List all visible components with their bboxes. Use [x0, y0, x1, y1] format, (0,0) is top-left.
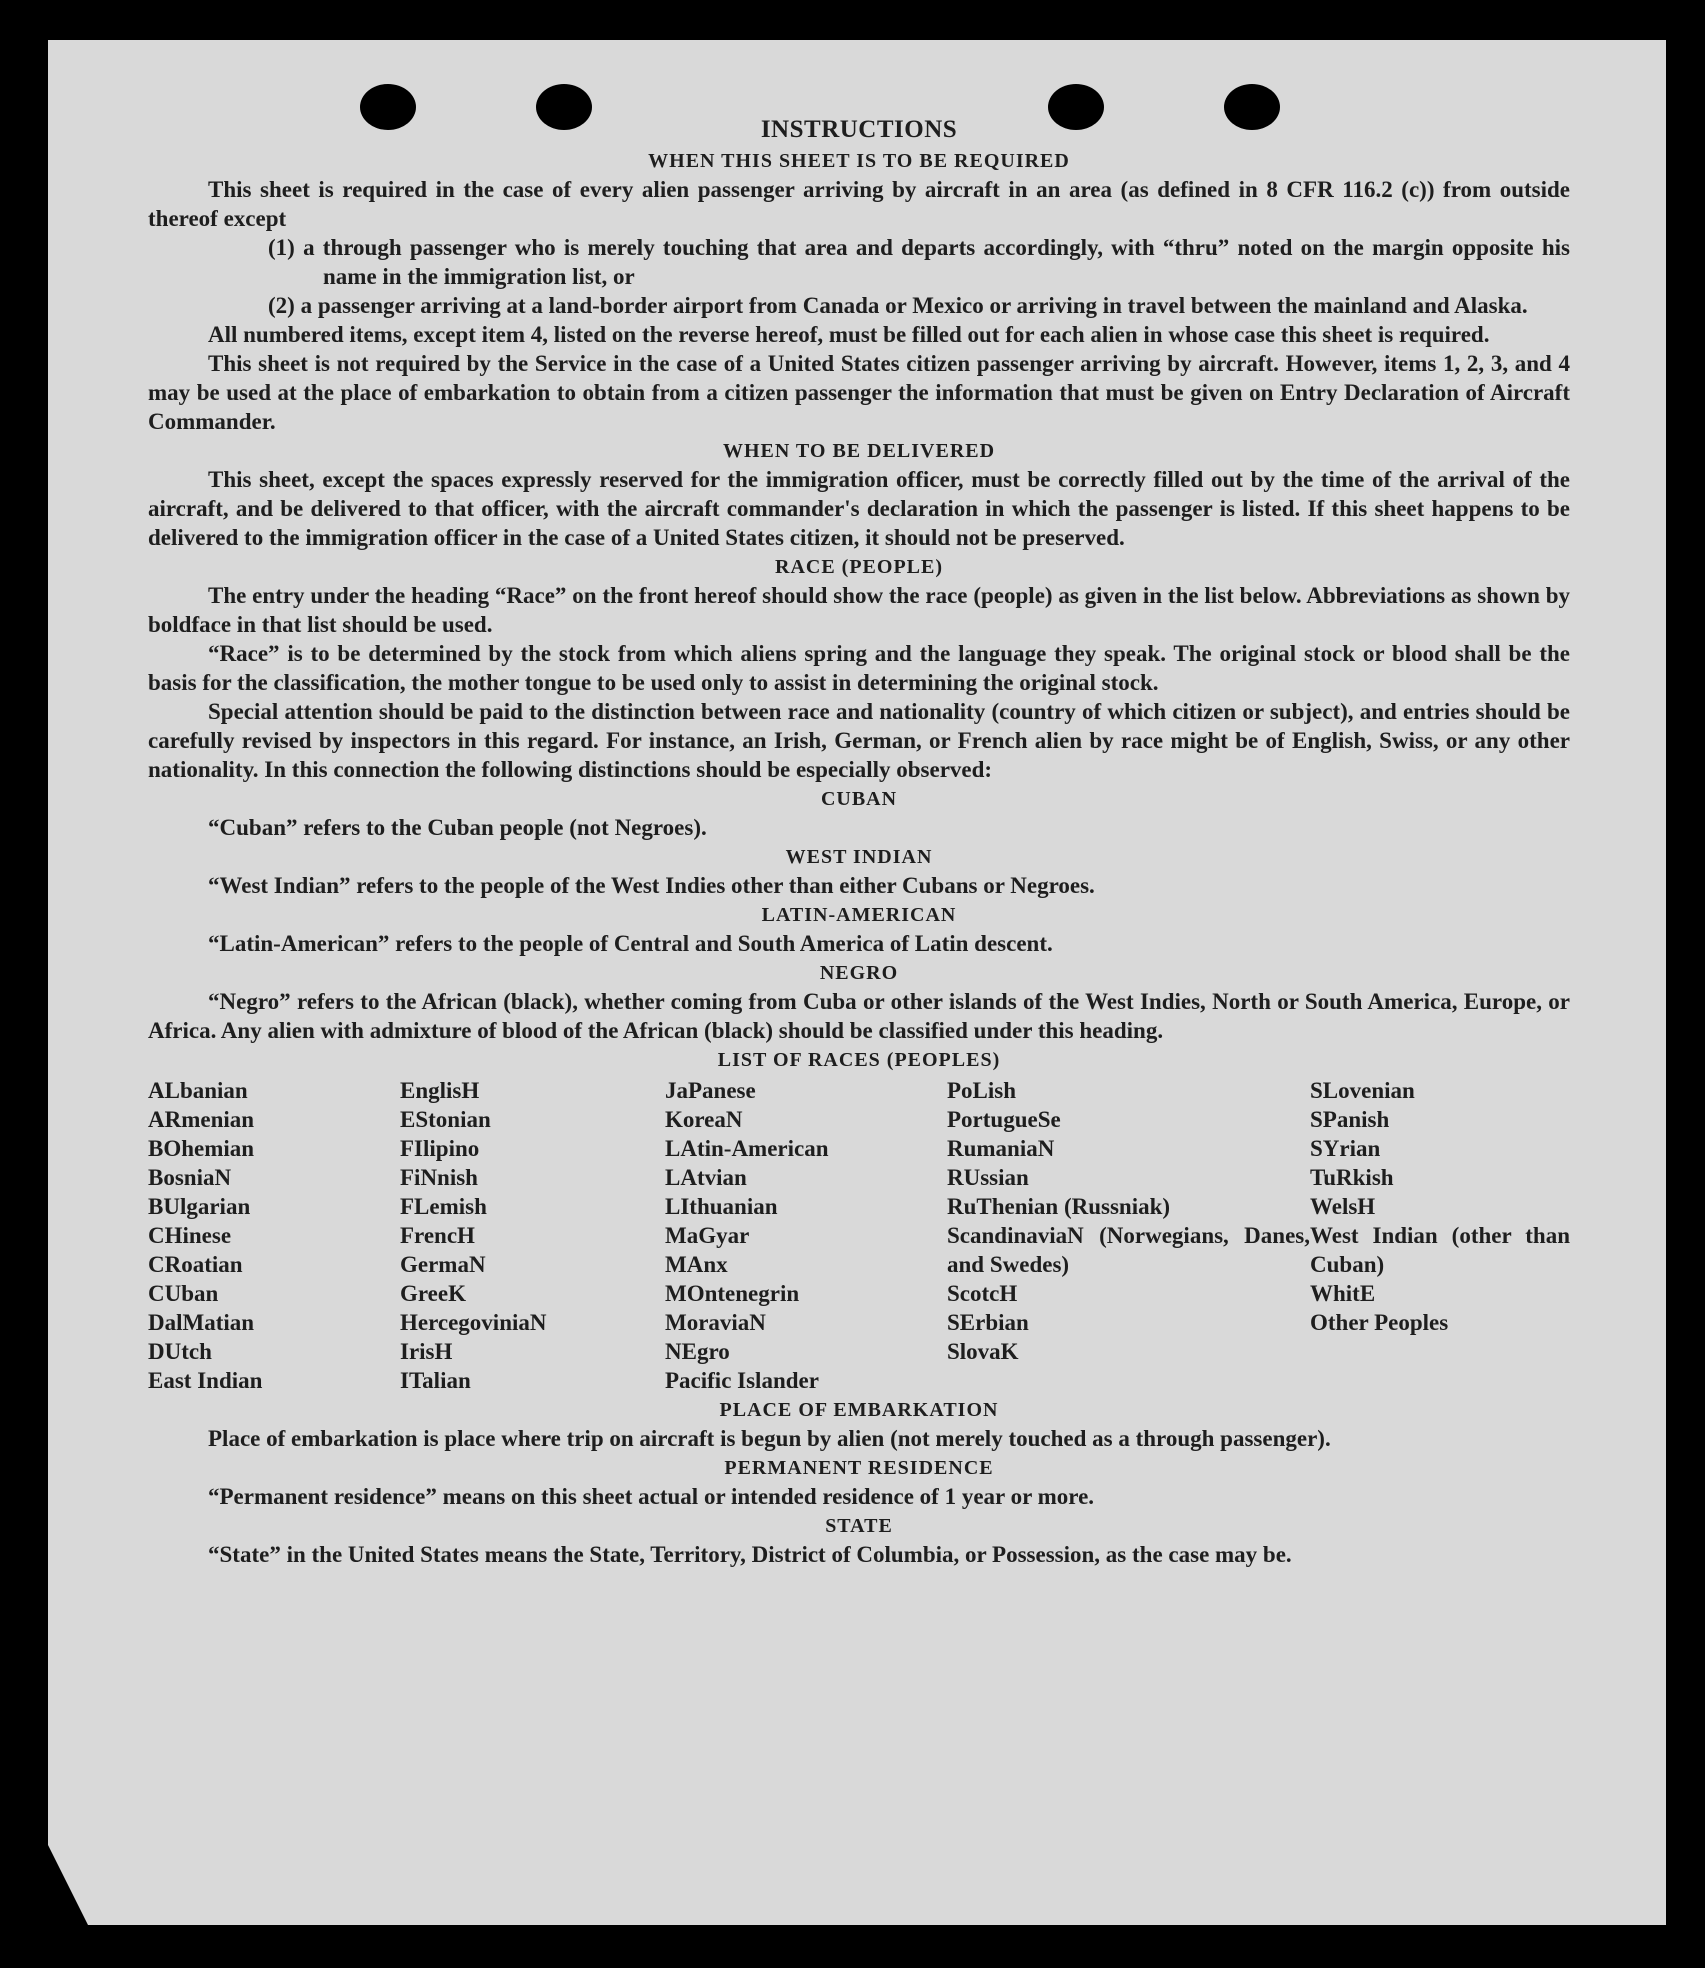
race-item: Pacific Islander	[665, 1368, 819, 1393]
item-text: a passenger arriving at a land-border airport from Canada or Mexico or arriving in travel between the mainland and Alaska.	[300, 293, 1528, 318]
item-text: a through passenger who is merely touching that area and departs accordingly, with “thru” noted on the margin opposite his name in the immigration list, or	[303, 235, 1570, 289]
race-item: LAtvian	[665, 1165, 747, 1190]
section-heading-west-indian: WEST INDIAN	[785, 846, 933, 868]
race-item: SLovenian	[1310, 1078, 1415, 1103]
race-item: DUtch	[148, 1339, 212, 1364]
race-item: ALbanian	[148, 1078, 248, 1103]
race-group	[1310, 1076, 1570, 1221]
race-column	[665, 1076, 947, 1395]
race-item: EStonian	[400, 1107, 491, 1132]
race-item: BOhemian	[148, 1136, 255, 1161]
race-item: ScotcH	[947, 1281, 1018, 1306]
document-page	[48, 40, 1666, 1925]
race-item: KoreaN	[665, 1107, 743, 1132]
section-heading-cuban: CUBAN	[820, 788, 898, 810]
race-item: NEgro	[665, 1339, 730, 1364]
section-heading-delivered: WHEN TO BE DELIVERED	[722, 440, 996, 462]
race-item: East Indian	[148, 1368, 263, 1393]
race-item: RUssian	[947, 1165, 1029, 1190]
list-item	[268, 291, 1570, 320]
race-item: EnglisH	[400, 1078, 480, 1103]
paragraph: “State” in the United States means the State, Territory, District of Columbia, or Possession, as the case may be.	[208, 1542, 1292, 1567]
paragraph: Place of embarkation is place where trip on aircraft is begun by alien (not merely touched as a through passenger).	[208, 1426, 1331, 1451]
race-group	[947, 1279, 1310, 1366]
race-item: MOntenegrin	[665, 1281, 800, 1306]
race-item: MaGyar	[665, 1223, 750, 1248]
race-column	[1310, 1076, 1570, 1395]
race-item: SPanish	[1310, 1107, 1390, 1132]
paragraph: This sheet is not required by the Service in the case of a United States citizen passenger arriving by aircraft. However, items 1, 2, 3, and 4 may be used at the place of embarkation to obtain from a citizen passenger the information that must be given on Entry Declaration of Aircraft Commander.	[148, 351, 1570, 434]
race-item: RumaniaN	[947, 1136, 1055, 1161]
section-heading-residence: PERMANENT RESIDENCE	[724, 1457, 994, 1479]
paragraph: Special attention should be paid to the distinction between race and nationality (country of which citizen or subject), and entries should be carefully revised by inspectors in this regard. For instance, an Irish, German, or French alien by race might be of English, Swiss, or any other nationality. In this connection the following distinctions should be especially observed:	[148, 699, 1570, 782]
race-item: BosniaN	[148, 1165, 232, 1190]
paragraph: The entry under the heading “Race” on the front hereof should show the race (people) as given in the list below. Abbreviations as shown by boldface in that list should be used.	[148, 583, 1570, 637]
instructions-body	[148, 114, 1570, 1569]
item-number: (1)	[268, 235, 295, 260]
race-group	[947, 1076, 1310, 1221]
race-item: ITalian	[400, 1368, 471, 1393]
torn-corner	[48, 1845, 88, 1925]
paragraph: All numbered items, except item 4, listed on the reverse hereof, must be filled out for each alien in whose case this sheet is required.	[208, 322, 1490, 347]
race-item: CUban	[148, 1281, 219, 1306]
section-heading-embarkation: PLACE OF EMBARKATION	[719, 1399, 999, 1421]
section-heading-latin-american: LATIN-AMERICAN	[761, 904, 957, 926]
race-column	[947, 1076, 1310, 1395]
paragraph: “Race” is to be determined by the stock from which aliens spring and the language they speak. The original stock or blood shall be the basis for the classification, the mother tongue to be used only to assist in determining the original stock.	[148, 641, 1570, 695]
paragraph: “West Indian” refers to the people of the West Indies other than either Cubans or Negroes.	[208, 873, 1095, 898]
paragraph: “Latin-American” refers to the people of Central and South America of Latin descent.	[208, 931, 1053, 956]
race-item: HercegoviniaN	[400, 1310, 547, 1335]
race-list	[148, 1076, 1570, 1395]
race-group	[1310, 1279, 1570, 1337]
race-item: GermaN	[400, 1252, 486, 1277]
race-item: CHinese	[148, 1223, 232, 1248]
race-item: FLemish	[400, 1194, 487, 1219]
race-item: GreeK	[400, 1281, 466, 1306]
paragraph: “Negro” refers to the African (black), whether coming from Cuba or other islands of the West Indies, North or South America, Europe, or Africa. Any alien with admixture of blood of the African (black) should be classified under this heading.	[148, 989, 1570, 1043]
race-item: ARmenian	[148, 1107, 255, 1132]
race-column	[148, 1076, 400, 1395]
item-number: (2)	[268, 293, 295, 318]
paragraph: This sheet, except the spaces expressly reserved for the immigration officer, must be correctly filled out by the time of the arrival of the aircraft, and be delivered to that officer, with the aircraft commander's declaration in which the passenger is listed. If this sheet happens to be delivered to the immigration officer in the case of a United States citizen, it should not be preserved.	[148, 467, 1570, 550]
race-item: IrisH	[400, 1339, 453, 1364]
race-item: FrencH	[400, 1223, 475, 1248]
race-item: West Indian (other than Cuban)	[1310, 1223, 1570, 1277]
paragraph: “Cuban” refers to the Cuban people (not Negroes).	[208, 815, 707, 840]
section-heading-state: STATE	[825, 1515, 893, 1537]
race-item: TuRkish	[1310, 1165, 1394, 1190]
section-heading-list-of-races: LIST OF RACES (PEOPLES)	[717, 1049, 1001, 1071]
race-item: CRoatian	[148, 1252, 243, 1277]
race-item: PoLish	[947, 1078, 1017, 1103]
race-item: MoraviaN	[665, 1310, 766, 1335]
section-heading-race: RACE (PEOPLE)	[775, 556, 943, 578]
race-item: LAtin-American	[665, 1136, 829, 1161]
race-item: Other Peoples	[1310, 1310, 1449, 1335]
race-item: SErbian	[947, 1310, 1029, 1335]
race-item: FIlipino	[400, 1136, 480, 1161]
race-item: DalMatian	[148, 1310, 255, 1335]
race-item: LIthuanian	[665, 1194, 778, 1219]
race-item: FiNnish	[400, 1165, 478, 1190]
race-item: BUlgarian	[148, 1194, 251, 1219]
race-item: SYrian	[1310, 1136, 1381, 1161]
page-title: INSTRUCTIONS	[760, 116, 958, 143]
race-item: WhitE	[1310, 1281, 1376, 1306]
section-heading-negro: NEGRO	[819, 962, 899, 984]
section-heading-required: WHEN THIS SHEET IS TO BE REQUIRED	[648, 150, 1070, 172]
race-item: JaPanese	[665, 1078, 756, 1103]
race-item: PortugueSe	[947, 1107, 1061, 1132]
race-item: ScandinaviaN (Norwegians, Danes, and Swedes)	[947, 1223, 1310, 1277]
race-column	[400, 1076, 665, 1395]
race-item: SlovaK	[947, 1339, 1019, 1364]
paragraph: This sheet is required in the case of every alien passenger arriving by aircraft in an area (as defined in 8 CFR 116.2 (c)) from outside thereof except	[148, 177, 1570, 231]
race-item: WelsH	[1310, 1194, 1376, 1219]
paragraph: “Permanent residence” means on this sheet actual or intended residence of 1 year or more.	[208, 1484, 1095, 1509]
race-item: MAnx	[665, 1252, 728, 1277]
list-item	[268, 233, 1570, 291]
race-item: RuThenian (Russniak)	[947, 1194, 1171, 1219]
